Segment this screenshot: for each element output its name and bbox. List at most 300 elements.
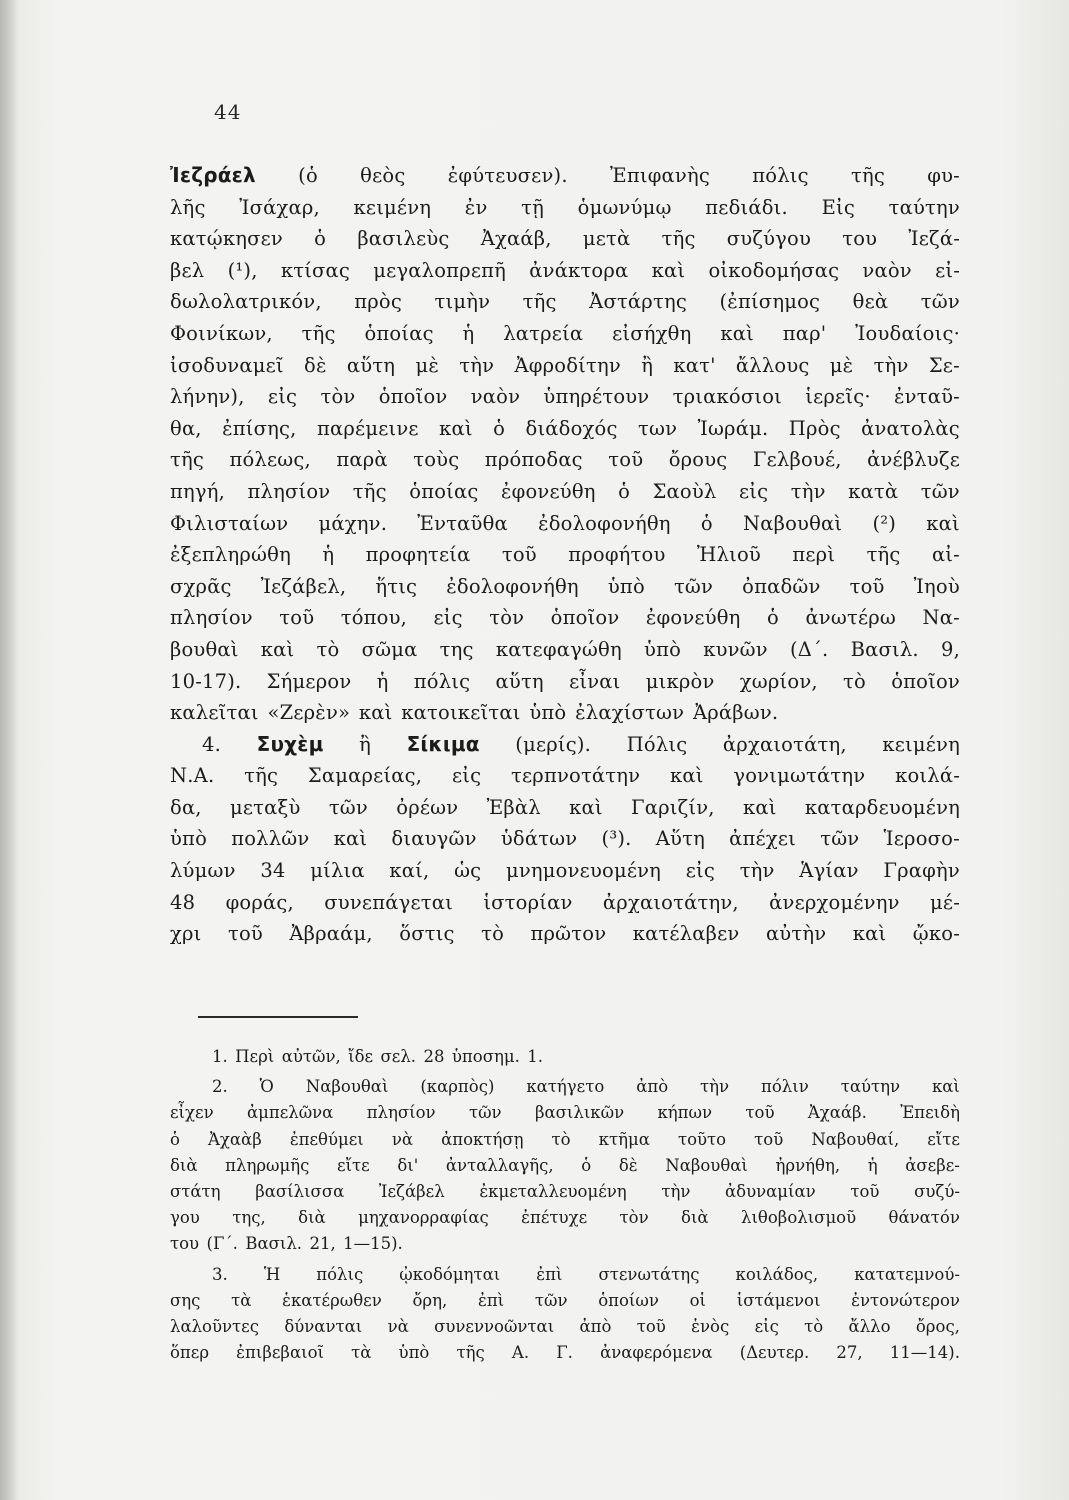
main-text (170, 160, 960, 950)
word: Ἰωράμ. (697, 416, 769, 440)
text-line (170, 160, 960, 192)
word: (²) (872, 511, 897, 535)
word: τόπου, (340, 606, 408, 630)
word: ὁποῖον (378, 385, 448, 409)
word: 9, (940, 637, 960, 661)
word: μέ- (930, 890, 960, 914)
word: ἄλλο (848, 1316, 891, 1336)
word: τὴν (459, 353, 495, 377)
word: Ναβουθαὶ (665, 1155, 748, 1175)
word: ὅπερ (170, 1343, 210, 1363)
word: ἀπὸ (636, 1077, 669, 1097)
text-line (170, 697, 960, 729)
text-line (170, 286, 960, 318)
word: ὑδάτων (500, 827, 578, 851)
word: τὸ (481, 922, 505, 946)
word: χρι (170, 922, 202, 946)
word: ἐν (464, 195, 488, 219)
word: πρῶτον (530, 922, 607, 946)
word: τὴν (661, 1181, 691, 1201)
word: κατῴκησεν (170, 227, 283, 251)
word: μάχην. (318, 511, 388, 535)
word: της (439, 637, 474, 661)
word: γονιμωτάτην (733, 764, 866, 788)
word: 1. (527, 1047, 543, 1066)
word: Ναβουθαὶ (743, 511, 843, 535)
word: Αὕτη (655, 827, 705, 851)
word: Γραφὴν (883, 859, 960, 883)
text-line (170, 792, 960, 824)
word: κατέλαβεν (632, 922, 740, 946)
word: ἐπίσης, (222, 416, 297, 440)
word: των (638, 416, 678, 440)
word: ἀνωτέρω (805, 606, 897, 630)
word: τῆς (170, 448, 204, 472)
word: ὑπὸ (398, 1343, 430, 1363)
word: 11—14). (889, 1343, 960, 1363)
word: τὰ (231, 1290, 252, 1310)
word: Ἀφροδίτην (514, 353, 621, 377)
word: αὐτὴν (765, 922, 827, 946)
word: καὶ (852, 922, 887, 946)
word: ὁμωνύμῳ (577, 195, 672, 219)
word: ἑνὸς (691, 1316, 730, 1336)
word: μετὰ (582, 227, 631, 251)
word: ἠρνήθη, (775, 1155, 841, 1175)
word: πόλις (316, 1264, 364, 1284)
text-line (170, 887, 960, 919)
word: Ἐνταῦθα (417, 511, 508, 535)
word: ἐφονεύθη (645, 606, 741, 630)
word: ᾤκο- (912, 922, 960, 946)
word: Ἰουδαίοις· (855, 321, 960, 345)
word: Περὶ (235, 1047, 275, 1066)
word: ἐδολοφονήθη (538, 511, 671, 535)
word: ἐπιβεβαιοῖ (236, 1343, 324, 1363)
word: ἀναφερόμενα (600, 1343, 713, 1363)
word: ἀμπελῶνα (246, 1103, 334, 1123)
footnote-line (170, 1340, 960, 1366)
word: Φοινίκων, (170, 321, 273, 345)
word: λιθοβολισμοῦ (740, 1208, 857, 1228)
word: τὸν (320, 385, 356, 409)
word: ἀρχαιοτάτη, (722, 732, 847, 756)
word: ὁ (767, 606, 779, 630)
word: ἴδε (348, 1047, 374, 1066)
word: ἀπέχει (729, 827, 797, 851)
word: εἰς (738, 479, 769, 503)
footnote-line (170, 1153, 960, 1179)
word: Ἐπιφανὴς (610, 164, 710, 187)
word: εἰσήχθη (612, 321, 692, 345)
word: θάνατόν (888, 1208, 960, 1228)
word: (ἐπίσημος (719, 290, 821, 314)
word: προφήτου (568, 543, 666, 567)
text-line (170, 318, 960, 350)
word: τὸ (804, 1316, 824, 1336)
word: Ἁγίαν (799, 859, 859, 883)
word: καί, (389, 859, 430, 883)
word: δα, (170, 795, 202, 819)
word: (Δευτερ. (739, 1343, 810, 1363)
word: 10-17). (170, 669, 242, 693)
word: τὴν (873, 353, 909, 377)
word: 48 (170, 890, 196, 914)
word: Ν.Α. (170, 764, 215, 788)
footnote-line (170, 1179, 960, 1205)
word: ἥτις (375, 574, 418, 598)
headword: Σίκιμα (406, 731, 480, 756)
word: ἐφύτευσεν). (447, 164, 568, 187)
word: Α. (511, 1343, 530, 1363)
word: φοράς, (225, 890, 294, 914)
word: κατατεμνού- (854, 1264, 960, 1284)
word: δι' (397, 1155, 419, 1175)
word: ἀδυναμίαν (725, 1181, 816, 1201)
text-line (170, 666, 960, 698)
word: λήνην), (170, 385, 245, 409)
word: τοῦ (850, 1181, 880, 1201)
word: καὶ (333, 827, 368, 851)
word: ἀνταλλαγῆς, (445, 1155, 554, 1175)
word: ἐπέτυχε (521, 1208, 588, 1228)
word: ὁποίας (409, 479, 479, 503)
word: ἱερεῖς· (805, 385, 871, 409)
word: καταρδευομένη (804, 795, 960, 819)
text-line (170, 381, 960, 413)
word: ὁ (170, 1129, 180, 1149)
word: ἄλλους (735, 353, 810, 377)
word: ὁ (581, 1155, 592, 1175)
word: τῆς (866, 543, 901, 567)
text-line (170, 634, 960, 666)
word: καὶ (260, 637, 295, 661)
word: ὅστις (399, 922, 455, 946)
word: ἐπὶ (536, 1264, 563, 1284)
word: Ἀράβων. (692, 701, 779, 725)
word: του (842, 227, 878, 251)
text-line (170, 223, 960, 255)
word: ἱστάμενοι (736, 1290, 821, 1310)
word: ἀνάκτορα (529, 258, 629, 282)
word: 27, (836, 1343, 863, 1363)
word: καὶ (569, 795, 603, 819)
word: 4. (202, 732, 222, 756)
word: αὐτῶν, (281, 1047, 341, 1066)
word: κήπων (657, 1103, 713, 1123)
word: παρέμεινε (316, 416, 419, 440)
word: μικρὸν (645, 669, 715, 693)
word: νὰ (387, 1316, 409, 1336)
word: τὰ (351, 1343, 372, 1363)
word: Ἰηοὺ (913, 574, 960, 598)
word: διὰ (681, 1208, 709, 1228)
word: Ἀχαάβ, (480, 227, 552, 251)
word: τῆς (661, 227, 696, 251)
word: τὴν (700, 1077, 730, 1097)
text-line (170, 539, 960, 571)
word: ἐλαχίστων (575, 701, 685, 725)
word: Ἰσάχαρ, (239, 195, 320, 219)
word: ὑπὸ (170, 827, 208, 851)
word: νὰ (391, 1129, 414, 1149)
text-line (170, 571, 960, 603)
word: Βασιλ. (850, 637, 919, 661)
word: τὸν (619, 1208, 649, 1228)
word: ὁποῖον (891, 669, 960, 693)
word: κτίσας (280, 258, 351, 282)
footnote-line (170, 1205, 960, 1231)
word: ὀπαδῶν (742, 574, 821, 598)
word: τῶν (920, 479, 960, 503)
word: ἀνέβλυζε (867, 448, 960, 472)
word: τοῦ (608, 448, 644, 472)
word: οἱ (689, 1290, 706, 1310)
word: βασιλικῶν (534, 1103, 625, 1123)
word: πόλις (413, 669, 471, 693)
word: θεὰ (852, 290, 889, 314)
word: Ἀστάρτης (589, 290, 687, 314)
word: εἰς (451, 764, 482, 788)
word: Ἀχαάβ. (807, 1103, 867, 1123)
word: τῆς (301, 321, 336, 345)
word: σῶμα (361, 637, 418, 661)
word: (Δ΄. (790, 637, 829, 661)
word: τῆς (851, 164, 885, 187)
text-line (170, 602, 960, 634)
word: ἡ (867, 1155, 878, 1175)
word: πολλῶν (231, 827, 310, 851)
word: ὑπὸ (529, 701, 567, 725)
word: αἰ- (931, 543, 960, 567)
text-line (170, 192, 960, 224)
word: Γελβουέ, (752, 448, 842, 472)
footnote-separator (198, 1016, 358, 1018)
word: 3. (212, 1264, 228, 1284)
text-line (170, 476, 960, 508)
word: ὑπὸ (607, 574, 645, 598)
word: περὶ (792, 543, 836, 567)
word: τοῦ (849, 574, 885, 598)
word: δύνανται (284, 1316, 363, 1336)
word: ταύτην (888, 195, 960, 219)
word: Ὁ (259, 1077, 274, 1097)
word: ἐπὶ (477, 1290, 505, 1310)
text-line (170, 855, 960, 887)
word: εἰς (754, 1316, 779, 1336)
word: (Γ΄. (206, 1234, 238, 1254)
text-line (170, 729, 960, 761)
word: (¹), (227, 258, 258, 282)
word: τοῦ (227, 922, 263, 946)
word: πηγή, (170, 479, 226, 503)
word: οἰκοδομήσας (708, 258, 840, 282)
word: πρὸς (354, 290, 402, 314)
word: κοιλά- (895, 764, 960, 788)
word: (μερίς). (515, 732, 592, 756)
word: ἐντονώτερον (851, 1290, 960, 1310)
word: συζύγου (726, 227, 812, 251)
word: χωρίον, (739, 669, 818, 693)
word: Σήμερον (266, 669, 352, 693)
word: ᾠκοδόμηται (399, 1264, 501, 1284)
word: Πρὸς (788, 416, 841, 440)
word: διὰ (170, 1155, 198, 1175)
word: Πόλις (626, 732, 688, 756)
word: εἰς (267, 385, 298, 409)
word: ὑποσημ. (451, 1047, 520, 1066)
word: κοιλάδος, (735, 1264, 819, 1284)
word: εἰς (433, 606, 463, 630)
word: σελ. (380, 1047, 417, 1066)
word: παρ' (782, 321, 827, 345)
word: ναὸν (470, 385, 521, 409)
word: ὁ (618, 479, 631, 503)
word: ἐπεθύμει (289, 1129, 364, 1149)
word: τῶν (820, 827, 860, 851)
word: τὸ (316, 637, 340, 661)
word: τῶν (534, 1290, 568, 1310)
word: κατεφαγώθη (495, 637, 622, 661)
word: τῆς (456, 1343, 485, 1363)
word: τὸ (551, 1129, 571, 1149)
word: καλεῖται (170, 701, 259, 725)
word: Ἀχαὰβ (208, 1129, 262, 1149)
word: Σαμαρείας, (307, 764, 423, 788)
word: ἢ (359, 732, 371, 756)
text-line (170, 444, 960, 476)
word: Εἰς (821, 195, 855, 219)
word: ἐφονεύθη (500, 479, 596, 503)
word: Βασιλ. (245, 1234, 303, 1254)
word: Ναβουθαὶ (305, 1077, 389, 1097)
text-line (170, 413, 960, 445)
word: Γαριζίν, (631, 795, 715, 819)
word: εἰ- (935, 258, 960, 282)
text-line (170, 823, 960, 855)
word: ἡ (376, 669, 389, 693)
word: δὲ (304, 353, 327, 377)
word: στενωτάτης (598, 1264, 700, 1284)
word: 1. (212, 1047, 228, 1066)
page-number: 44 (214, 100, 242, 124)
word: ἱστορίαν (483, 890, 573, 914)
word: τοῦ (745, 1103, 775, 1123)
word: λαλοῦντες (170, 1316, 259, 1336)
word: τῆς (352, 479, 387, 503)
word: 21, (309, 1234, 336, 1254)
word: πεδιάδι. (705, 195, 788, 219)
word: τὴν (790, 479, 826, 503)
word: Γ. (556, 1343, 573, 1363)
footnote-line (170, 1231, 960, 1257)
word: ἑκατέρωθεν (282, 1290, 382, 1310)
word: ἢ (641, 353, 654, 377)
word: της, (232, 1208, 266, 1228)
word: προφητεία (365, 543, 471, 567)
word: ταύτην (840, 1077, 901, 1097)
text-line (170, 350, 960, 382)
word: πόλις (752, 164, 809, 187)
word: ἀνερχομένην (769, 890, 900, 914)
word: τῆς (244, 764, 279, 788)
word: μεγαλοπρεπῆ (373, 258, 507, 282)
word: πόλιν (761, 1077, 809, 1097)
word: ὁ (700, 511, 713, 535)
word: τὸ (843, 669, 866, 693)
word: Ἐπειδὴ (900, 1103, 960, 1123)
word: ἐξεπληρώθη (170, 543, 291, 567)
text-line (170, 255, 960, 287)
word: τοὺς (413, 448, 460, 472)
word: τοῦ (636, 1316, 666, 1336)
footnote-line (170, 1314, 960, 1340)
word: καὶ (651, 258, 686, 282)
word: ὑπὸ (644, 637, 682, 661)
word: εἶναι (569, 669, 621, 693)
word: ὄρη, (412, 1290, 448, 1310)
word: ἀρχαιοτάτην, (602, 890, 739, 914)
word: κατ' (673, 353, 716, 377)
word: αὕτη (495, 669, 544, 693)
text-line (170, 918, 960, 950)
word: φυ- (927, 164, 960, 187)
word: πλησίον (247, 479, 331, 503)
word: μνημονευομένη (505, 859, 662, 883)
word: λατρεία (503, 321, 584, 345)
word: τῶν (328, 795, 368, 819)
word: κτῆμα (598, 1129, 650, 1149)
word: 34 (260, 859, 286, 883)
word: καὶ (720, 321, 754, 345)
word: ἀσεβε- (905, 1155, 960, 1175)
headword: Ἰεζράελ (170, 163, 256, 187)
word: εἴτε (927, 1129, 960, 1149)
word: καὶ (358, 701, 393, 725)
word: καὶ (439, 416, 473, 440)
word: ὄρος, (915, 1316, 960, 1336)
word: (³). (601, 827, 632, 851)
word: τῶν (920, 290, 960, 314)
word: Ἱεροσο- (883, 827, 960, 851)
word: συνεπάγεται (324, 890, 453, 914)
word: ἐνταῦ- (894, 385, 960, 409)
word: θα, (170, 416, 202, 440)
word: διαυγῶν (391, 827, 477, 851)
word: κατὰ (848, 479, 899, 503)
word: πλησίον (170, 606, 253, 630)
word: αὕτη (346, 353, 396, 377)
word: Ἰεζάβελ (378, 1181, 445, 1201)
word: Ἀβραάμ, (289, 922, 373, 946)
word: πόλεως, (229, 448, 311, 472)
word: (ὁ (298, 164, 318, 187)
word: κειμένη (882, 732, 960, 756)
word: ἐδολοφονήθη (446, 574, 579, 598)
footnotes (170, 1044, 960, 1366)
footnote-line (170, 1100, 960, 1126)
word: στάτη (170, 1181, 221, 1201)
page-edge-shadow (0, 0, 18, 1500)
footnote-line (170, 1262, 960, 1288)
word: τῆς (522, 290, 557, 314)
word: 2. (212, 1077, 228, 1097)
word: «Ζερὲν» (267, 701, 351, 725)
word: βασίλισσα (255, 1181, 345, 1201)
word: διάδοχός (525, 416, 618, 440)
word: μὲ (829, 353, 854, 377)
word: κατοικεῖται (401, 701, 521, 725)
